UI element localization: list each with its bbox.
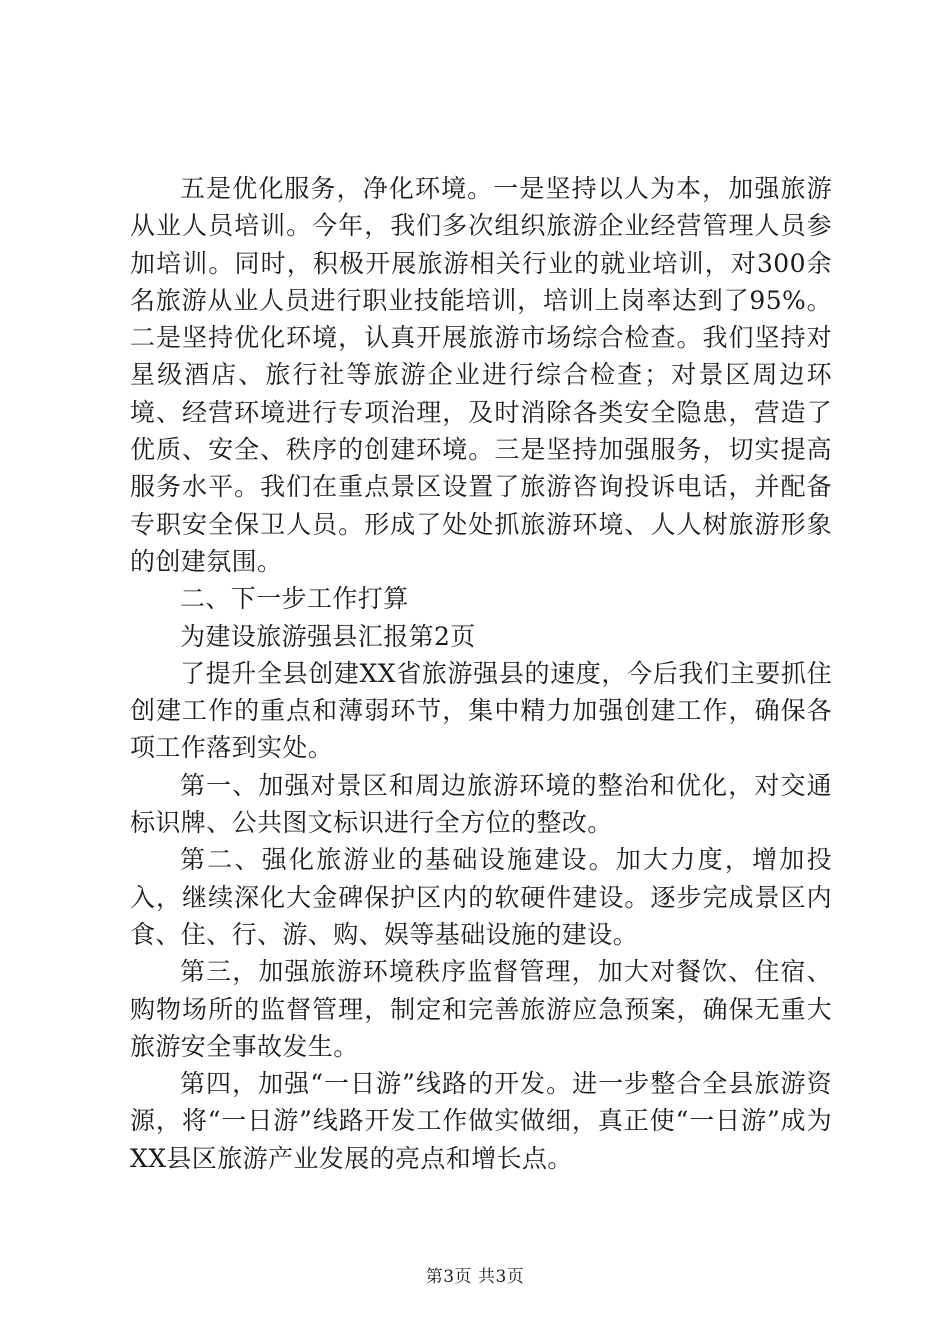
paragraph-third: 第三，加强旅游环境秩序监督管理，加大对餐饮、住宿、购物场所的监督管理，制定和完善旅游应急预案，确保无重大旅游安全事故发生。 — [130, 957, 832, 1061]
inline-page-title: 为建设旅游强县汇报第2页 — [180, 621, 476, 651]
document-body — [130, 170, 832, 1177]
paragraph-fourth: 第四，加强“一日游”线路的开发。进一步整合全县旅游资源，将“一日游”线路开发工作做实做细，真正使“一日游”成为XX县区旅游产业发展的亮点和增长点。 — [130, 1069, 832, 1173]
paragraph-optimize-service: 五是优化服务，净化环境。一是坚持以人为本，加强旅游从业人员培训。今年，我们多次组织旅游企业经营管理人员参加培训。同时，积极开展旅游相关行业的就业培训，对300余名旅游从业人员进行职业技能培训，培训上岗率达到了95%。二是坚持优化环境，认真开展旅游市场综合检查。我们坚持对星级酒店、旅行社等旅游企业进行综合检查；对景区周边环境、经营环境进行专项治理，及时消除各类安全隐患，营造了优质、安全、秩序的创建环境。三是坚持加强服务，切实提高服务水平。我们在重点景区设置了旅游咨询投诉电话，并配备专职安全保卫人员。形成了处处抓旅游环境、人人树旅游形象的创建氛围。 — [130, 174, 832, 576]
paragraph-intro-next-steps: 了提升全县创建XX省旅游强县的速度，今后我们主要抓住创建工作的重点和薄弱环节，集中精力加强创建工作，确保各项工作落到实处。 — [130, 658, 832, 763]
paragraph-first: 第一、加强对景区和周边旅游环境的整治和优化，对交通标识牌、公共图文标识进行全方位的整改。 — [130, 770, 832, 838]
paragraph-second: 第二、强化旅游业的基础设施建设。加大力度，增加投入，继续深化大金碑保护区内的软硬件建设。逐步完成景区内食、住、行、游、购、娱等基础设施的建设。 — [130, 845, 832, 949]
section-heading-next-steps: 二、下一步工作打算 — [180, 584, 409, 614]
page-number-footer: 第3页 共3页 — [425, 1267, 525, 1287]
